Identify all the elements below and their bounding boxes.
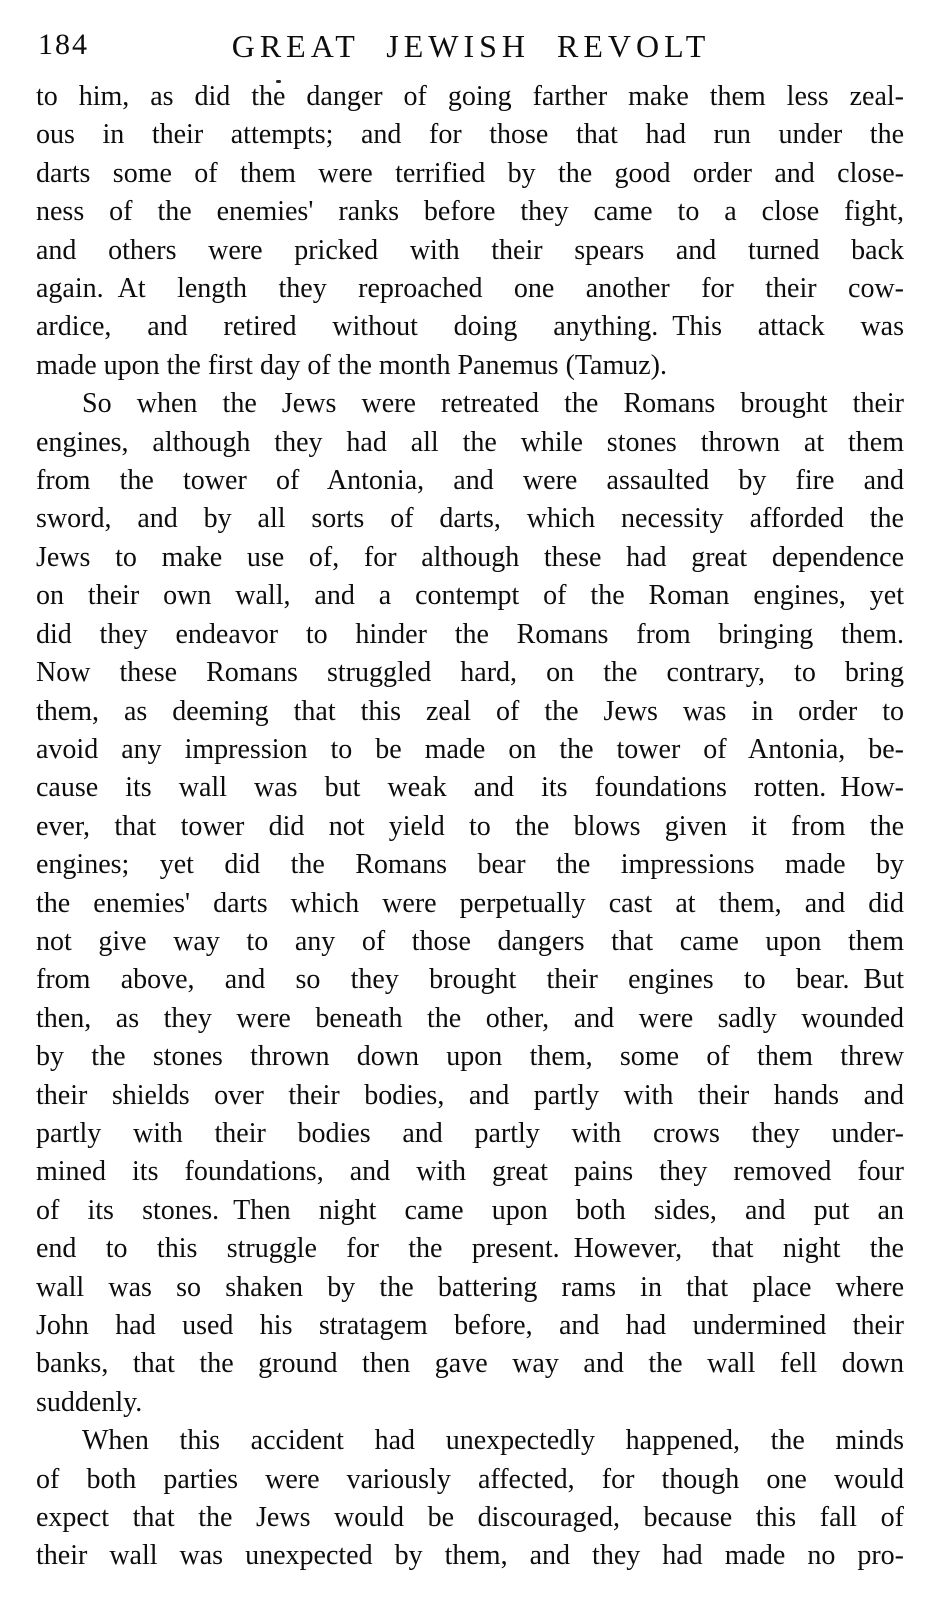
text-line: on their own wall, and a contempt of the Roman engines, yet xyxy=(36,580,904,612)
text-line: did they endeavor to hinder the Romans from bringing them. xyxy=(36,618,904,650)
text-line: engines, although they had all the while stones thrown at them xyxy=(36,426,904,458)
header-title: GREAT JEWISH REVOLT xyxy=(231,28,711,64)
text-line: suddenly. xyxy=(36,1386,143,1418)
text-line: to him, as did the danger of going farther make them less zeal- xyxy=(36,81,904,112)
text-line: banks, that the ground then gave way and the wall fell down xyxy=(36,1348,904,1380)
text-line: ness of the enemies' ranks before they came to a close fight, xyxy=(36,196,904,228)
text-line: then, as they were beneath the other, and were sadly wounded xyxy=(36,1002,904,1034)
text-line: them, as deeming that this zeal of the Jews was in order to xyxy=(36,695,904,727)
text-line: of its stones. Then night came upon both sides, and put an xyxy=(36,1194,904,1226)
text-line: of both parties were variously affected, for though one would xyxy=(36,1463,904,1495)
text-line: the enemies' darts which were perpetually cast at them, and did xyxy=(36,887,904,919)
text-line: mined its foundations, and with great pains they removed four xyxy=(36,1156,904,1188)
running-header xyxy=(38,24,904,68)
text-block xyxy=(36,78,904,1576)
text-line: their wall was unexpected by them, and they had made no pro- xyxy=(36,1540,904,1572)
text-line: John had used his stratagem before, and had undermined their xyxy=(36,1310,904,1341)
text-line: engines; yet did the Romans bear the impressions made by xyxy=(36,849,904,881)
text-line: made upon the first day of the month Panemus (Tamuz). xyxy=(36,349,667,381)
text-line: again. At length they reproached one another for their cow- xyxy=(36,273,904,305)
text-line: their shields over their bodies, and partly with their hands and xyxy=(36,1079,904,1111)
text-line: So when the Jews were retreated the Romans brought their xyxy=(82,388,904,420)
text-line: from the tower of Antonia, and were assaulted by fire and xyxy=(36,465,904,497)
text-line: not give way to any of those dangers that came upon them xyxy=(36,925,904,957)
text-line: partly with their bodies and partly with crows they under- xyxy=(36,1117,904,1149)
text-line: darts some of them were terrified by the good order and close- xyxy=(36,157,904,189)
text-line: ever, that tower did not yield to the blows given it from the xyxy=(36,810,904,842)
text-line: avoid any impression to be made on the tower of Antonia, be- xyxy=(36,733,904,765)
text-line: wall was so shaken by the battering rams in that place where xyxy=(36,1271,904,1303)
text-line: Jews to make use of, for although these had great dependence xyxy=(36,541,904,573)
text-line: end to this struggle for the present. However, that night the xyxy=(36,1233,904,1265)
text-line: sword, and by all sorts of darts, which necessity afforded the xyxy=(36,503,904,535)
text-line: by the stones thrown down upon them, some of them threw xyxy=(36,1041,904,1073)
text-line: expect that the Jews would be discouraged, because this fall of xyxy=(36,1502,904,1534)
text-line: cause its wall was but weak and its foundations rotten. How- xyxy=(36,772,904,804)
text-line: ous in their attempts; and for those that had run under the xyxy=(36,119,904,151)
page-number: 184 xyxy=(38,28,89,61)
text-line: from above, and so they brought their engines to bear. But xyxy=(36,964,904,996)
text-line: ardice, and retired without doing anything. This attack was xyxy=(36,311,904,343)
text-line: When this accident had unexpectedly happened, the minds xyxy=(82,1425,904,1457)
text-line: Now these Romans struggled hard, on the contrary, to bring xyxy=(36,657,904,689)
text-line: and others were pricked with their spears and turned back xyxy=(36,234,904,266)
